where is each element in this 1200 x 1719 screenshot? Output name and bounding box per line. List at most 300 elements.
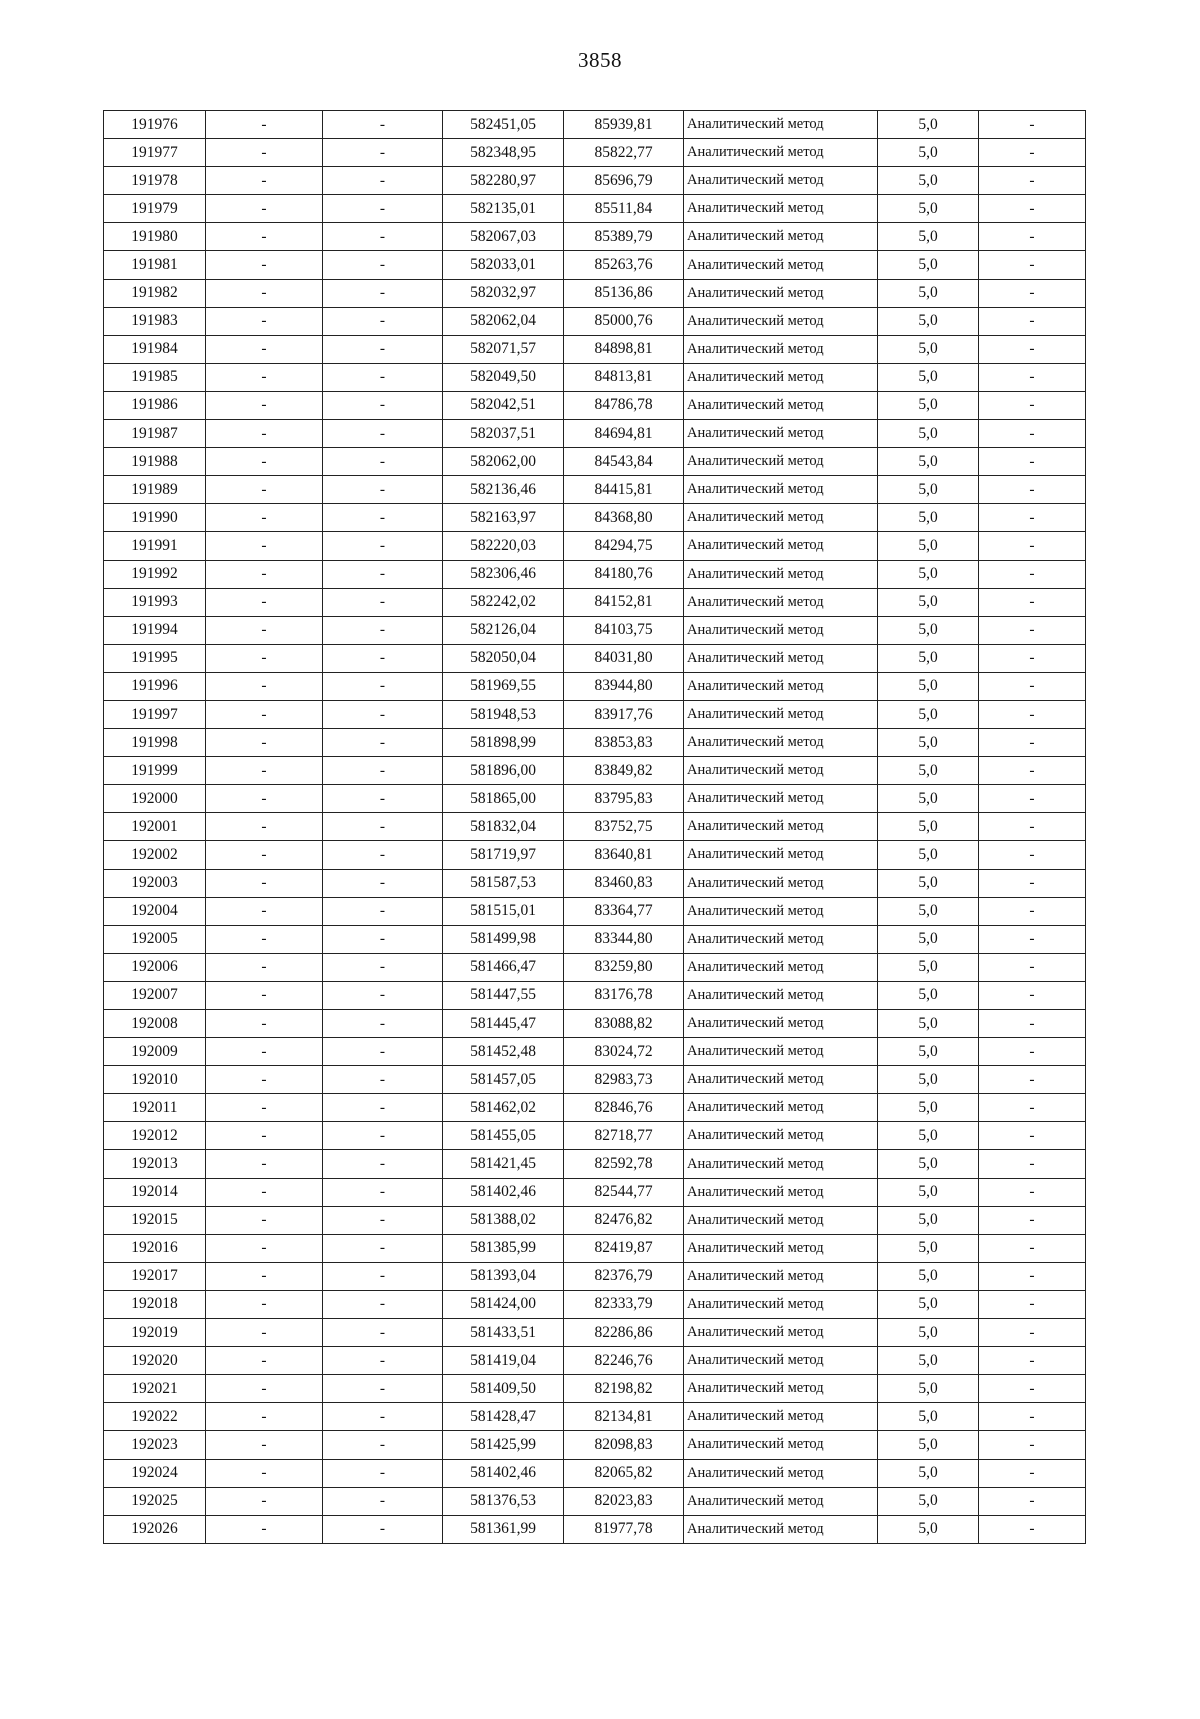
point-number-cell: 192018 [104, 1290, 206, 1318]
empty-cell-3: - [979, 363, 1086, 391]
table-row [104, 1122, 1086, 1150]
point-number-cell: 191978 [104, 167, 206, 195]
method-cell: Аналитический метод [684, 672, 878, 700]
y-coordinate-cell: 82023,83 [564, 1487, 684, 1515]
point-number-cell: 192014 [104, 1178, 206, 1206]
x-coordinate-cell: 582037,51 [443, 420, 564, 448]
empty-cell-1: - [206, 1403, 323, 1431]
point-number-cell: 192007 [104, 981, 206, 1009]
empty-cell-2: - [323, 1487, 443, 1515]
method-cell: Аналитический метод [684, 925, 878, 953]
empty-cell-3: - [979, 1262, 1086, 1290]
method-cell: Аналитический метод [684, 1375, 878, 1403]
x-coordinate-cell: 582032,97 [443, 279, 564, 307]
accuracy-cell: 5,0 [878, 420, 979, 448]
accuracy-cell: 5,0 [878, 476, 979, 504]
empty-cell-3: - [979, 1206, 1086, 1234]
point-number-cell: 192015 [104, 1206, 206, 1234]
point-number-cell: 192013 [104, 1150, 206, 1178]
y-coordinate-cell: 85939,81 [564, 111, 684, 139]
empty-cell-2: - [323, 1234, 443, 1262]
empty-cell-1: - [206, 813, 323, 841]
accuracy-cell: 5,0 [878, 307, 979, 335]
accuracy-cell: 5,0 [878, 1234, 979, 1262]
y-coordinate-cell: 83344,80 [564, 925, 684, 953]
y-coordinate-cell: 85822,77 [564, 139, 684, 167]
point-number-cell: 192016 [104, 1234, 206, 1262]
empty-cell-3: - [979, 1487, 1086, 1515]
table-row [104, 279, 1086, 307]
table-row [104, 757, 1086, 785]
table-row [104, 1487, 1086, 1515]
point-number-cell: 191988 [104, 448, 206, 476]
accuracy-cell: 5,0 [878, 785, 979, 813]
table-row [104, 925, 1086, 953]
x-coordinate-cell: 582451,05 [443, 111, 564, 139]
point-number-cell: 192004 [104, 897, 206, 925]
accuracy-cell: 5,0 [878, 1459, 979, 1487]
y-coordinate-cell: 84813,81 [564, 363, 684, 391]
empty-cell-3: - [979, 560, 1086, 588]
y-coordinate-cell: 83460,83 [564, 869, 684, 897]
table-row [104, 504, 1086, 532]
empty-cell-3: - [979, 925, 1086, 953]
method-cell: Аналитический метод [684, 335, 878, 363]
x-coordinate-cell: 582062,00 [443, 448, 564, 476]
point-number-cell: 192010 [104, 1066, 206, 1094]
point-number-cell: 191992 [104, 560, 206, 588]
point-number-cell: 191980 [104, 223, 206, 251]
table-row [104, 1150, 1086, 1178]
empty-cell-1: - [206, 1066, 323, 1094]
accuracy-cell: 5,0 [878, 363, 979, 391]
empty-cell-3: - [979, 307, 1086, 335]
x-coordinate-cell: 581719,97 [443, 841, 564, 869]
accuracy-cell: 5,0 [878, 588, 979, 616]
empty-cell-2: - [323, 307, 443, 335]
accuracy-cell: 5,0 [878, 167, 979, 195]
y-coordinate-cell: 82134,81 [564, 1403, 684, 1431]
empty-cell-2: - [323, 841, 443, 869]
empty-cell-1: - [206, 363, 323, 391]
empty-cell-2: - [323, 391, 443, 419]
x-coordinate-cell: 581832,04 [443, 813, 564, 841]
method-cell: Аналитический метод [684, 448, 878, 476]
point-number-cell: 191994 [104, 616, 206, 644]
table-row [104, 223, 1086, 251]
empty-cell-1: - [206, 1262, 323, 1290]
accuracy-cell: 5,0 [878, 532, 979, 560]
method-cell: Аналитический метод [684, 1515, 878, 1543]
point-number-cell: 192022 [104, 1403, 206, 1431]
y-coordinate-cell: 83259,80 [564, 953, 684, 981]
y-coordinate-cell: 82718,77 [564, 1122, 684, 1150]
empty-cell-3: - [979, 391, 1086, 419]
method-cell: Аналитический метод [684, 700, 878, 728]
method-cell: Аналитический метод [684, 953, 878, 981]
x-coordinate-cell: 582135,01 [443, 195, 564, 223]
method-cell: Аналитический метод [684, 1066, 878, 1094]
empty-cell-1: - [206, 1038, 323, 1066]
method-cell: Аналитический метод [684, 111, 878, 139]
x-coordinate-cell: 581457,05 [443, 1066, 564, 1094]
method-cell: Аналитический метод [684, 1319, 878, 1347]
empty-cell-3: - [979, 1178, 1086, 1206]
empty-cell-3: - [979, 1066, 1086, 1094]
x-coordinate-cell: 582049,50 [443, 363, 564, 391]
empty-cell-1: - [206, 1319, 323, 1347]
accuracy-cell: 5,0 [878, 223, 979, 251]
y-coordinate-cell: 83640,81 [564, 841, 684, 869]
y-coordinate-cell: 84031,80 [564, 644, 684, 672]
y-coordinate-cell: 82419,87 [564, 1234, 684, 1262]
y-coordinate-cell: 83944,80 [564, 672, 684, 700]
y-coordinate-cell: 84294,75 [564, 532, 684, 560]
empty-cell-2: - [323, 953, 443, 981]
y-coordinate-cell: 83364,77 [564, 897, 684, 925]
x-coordinate-cell: 581865,00 [443, 785, 564, 813]
accuracy-cell: 5,0 [878, 139, 979, 167]
accuracy-cell: 5,0 [878, 981, 979, 1009]
empty-cell-1: - [206, 223, 323, 251]
x-coordinate-cell: 581499,98 [443, 925, 564, 953]
empty-cell-3: - [979, 1038, 1086, 1066]
point-number-cell: 192020 [104, 1347, 206, 1375]
empty-cell-2: - [323, 785, 443, 813]
empty-cell-3: - [979, 672, 1086, 700]
table-row [104, 448, 1086, 476]
x-coordinate-cell: 582033,01 [443, 251, 564, 279]
point-number-cell: 192021 [104, 1375, 206, 1403]
table-row [104, 420, 1086, 448]
accuracy-cell: 5,0 [878, 953, 979, 981]
accuracy-cell: 5,0 [878, 1122, 979, 1150]
y-coordinate-cell: 84543,84 [564, 448, 684, 476]
empty-cell-1: - [206, 1150, 323, 1178]
empty-cell-1: - [206, 1122, 323, 1150]
table-row [104, 1206, 1086, 1234]
accuracy-cell: 5,0 [878, 1515, 979, 1543]
x-coordinate-cell: 581425,99 [443, 1431, 564, 1459]
method-cell: Аналитический метод [684, 1010, 878, 1038]
table-row [104, 1431, 1086, 1459]
empty-cell-2: - [323, 1515, 443, 1543]
x-coordinate-cell: 581587,53 [443, 869, 564, 897]
table-row [104, 1234, 1086, 1262]
empty-cell-3: - [979, 729, 1086, 757]
table-row [104, 616, 1086, 644]
empty-cell-1: - [206, 729, 323, 757]
empty-cell-3: - [979, 1094, 1086, 1122]
y-coordinate-cell: 85000,76 [564, 307, 684, 335]
empty-cell-1: - [206, 1178, 323, 1206]
point-number-cell: 192005 [104, 925, 206, 953]
point-number-cell: 192009 [104, 1038, 206, 1066]
x-coordinate-cell: 582050,04 [443, 644, 564, 672]
empty-cell-3: - [979, 1347, 1086, 1375]
empty-cell-2: - [323, 981, 443, 1009]
x-coordinate-cell: 582280,97 [443, 167, 564, 195]
empty-cell-3: - [979, 785, 1086, 813]
empty-cell-1: - [206, 897, 323, 925]
method-cell: Аналитический метод [684, 1178, 878, 1206]
y-coordinate-cell: 82246,76 [564, 1347, 684, 1375]
empty-cell-2: - [323, 139, 443, 167]
empty-cell-1: - [206, 1347, 323, 1375]
empty-cell-3: - [979, 897, 1086, 925]
x-coordinate-cell: 581466,47 [443, 953, 564, 981]
x-coordinate-cell: 581424,00 [443, 1290, 564, 1318]
method-cell: Аналитический метод [684, 1431, 878, 1459]
accuracy-cell: 5,0 [878, 813, 979, 841]
empty-cell-1: - [206, 1234, 323, 1262]
empty-cell-3: - [979, 757, 1086, 785]
empty-cell-3: - [979, 953, 1086, 981]
x-coordinate-cell: 581969,55 [443, 672, 564, 700]
empty-cell-1: - [206, 672, 323, 700]
x-coordinate-cell: 581948,53 [443, 700, 564, 728]
empty-cell-1: - [206, 279, 323, 307]
empty-cell-1: - [206, 111, 323, 139]
table-row [104, 1459, 1086, 1487]
empty-cell-1: - [206, 195, 323, 223]
y-coordinate-cell: 83853,83 [564, 729, 684, 757]
x-coordinate-cell: 581455,05 [443, 1122, 564, 1150]
x-coordinate-cell: 582163,97 [443, 504, 564, 532]
empty-cell-3: - [979, 1150, 1086, 1178]
empty-cell-2: - [323, 897, 443, 925]
empty-cell-1: - [206, 644, 323, 672]
empty-cell-2: - [323, 1347, 443, 1375]
method-cell: Аналитический метод [684, 363, 878, 391]
accuracy-cell: 5,0 [878, 1150, 979, 1178]
accuracy-cell: 5,0 [878, 1431, 979, 1459]
point-number-cell: 191981 [104, 251, 206, 279]
point-number-cell: 191977 [104, 139, 206, 167]
table-row [104, 869, 1086, 897]
empty-cell-3: - [979, 1515, 1086, 1543]
x-coordinate-cell: 581452,48 [443, 1038, 564, 1066]
point-number-cell: 192002 [104, 841, 206, 869]
point-number-cell: 191989 [104, 476, 206, 504]
accuracy-cell: 5,0 [878, 1487, 979, 1515]
empty-cell-3: - [979, 981, 1086, 1009]
table-row [104, 476, 1086, 504]
y-coordinate-cell: 82376,79 [564, 1262, 684, 1290]
empty-cell-3: - [979, 223, 1086, 251]
method-cell: Аналитический метод [684, 1403, 878, 1431]
empty-cell-3: - [979, 813, 1086, 841]
point-number-cell: 191996 [104, 672, 206, 700]
accuracy-cell: 5,0 [878, 1290, 979, 1318]
empty-cell-3: - [979, 532, 1086, 560]
page-number: 3858 [578, 48, 622, 72]
method-cell: Аналитический метод [684, 1234, 878, 1262]
method-cell: Аналитический метод [684, 588, 878, 616]
empty-cell-3: - [979, 1375, 1086, 1403]
y-coordinate-cell: 85511,84 [564, 195, 684, 223]
empty-cell-2: - [323, 420, 443, 448]
point-number-cell: 191985 [104, 363, 206, 391]
empty-cell-3: - [979, 1431, 1086, 1459]
accuracy-cell: 5,0 [878, 195, 979, 223]
accuracy-cell: 5,0 [878, 504, 979, 532]
empty-cell-3: - [979, 1122, 1086, 1150]
y-coordinate-cell: 83088,82 [564, 1010, 684, 1038]
accuracy-cell: 5,0 [878, 391, 979, 419]
point-number-cell: 191998 [104, 729, 206, 757]
accuracy-cell: 5,0 [878, 700, 979, 728]
empty-cell-2: - [323, 167, 443, 195]
empty-cell-3: - [979, 1403, 1086, 1431]
accuracy-cell: 5,0 [878, 1038, 979, 1066]
table-row [104, 1178, 1086, 1206]
table-row [104, 1375, 1086, 1403]
table-row [104, 1066, 1086, 1094]
point-number-cell: 191993 [104, 588, 206, 616]
table-row [104, 1347, 1086, 1375]
x-coordinate-cell: 582042,51 [443, 391, 564, 419]
y-coordinate-cell: 82983,73 [564, 1066, 684, 1094]
y-coordinate-cell: 84368,80 [564, 504, 684, 532]
y-coordinate-cell: 84694,81 [564, 420, 684, 448]
x-coordinate-cell: 581515,01 [443, 897, 564, 925]
x-coordinate-cell: 581896,00 [443, 757, 564, 785]
point-number-cell: 192023 [104, 1431, 206, 1459]
empty-cell-3: - [979, 1319, 1086, 1347]
accuracy-cell: 5,0 [878, 1347, 979, 1375]
y-coordinate-cell: 82286,86 [564, 1319, 684, 1347]
table-row [104, 195, 1086, 223]
method-cell: Аналитический метод [684, 139, 878, 167]
empty-cell-1: - [206, 588, 323, 616]
method-cell: Аналитический метод [684, 307, 878, 335]
x-coordinate-cell: 581385,99 [443, 1234, 564, 1262]
y-coordinate-cell: 82846,76 [564, 1094, 684, 1122]
table-row [104, 167, 1086, 195]
method-cell: Аналитический метод [684, 897, 878, 925]
method-cell: Аналитический метод [684, 1094, 878, 1122]
empty-cell-3: - [979, 335, 1086, 363]
method-cell: Аналитический метод [684, 167, 878, 195]
empty-cell-2: - [323, 532, 443, 560]
empty-cell-2: - [323, 1038, 443, 1066]
x-coordinate-cell: 581421,45 [443, 1150, 564, 1178]
empty-cell-1: - [206, 420, 323, 448]
empty-cell-1: - [206, 251, 323, 279]
point-number-cell: 192006 [104, 953, 206, 981]
empty-cell-2: - [323, 111, 443, 139]
table-row [104, 335, 1086, 363]
table-row [104, 672, 1086, 700]
x-coordinate-cell: 582062,04 [443, 307, 564, 335]
table-row [104, 1319, 1086, 1347]
empty-cell-3: - [979, 1234, 1086, 1262]
y-coordinate-cell: 85389,79 [564, 223, 684, 251]
empty-cell-1: - [206, 504, 323, 532]
x-coordinate-cell: 581462,02 [443, 1094, 564, 1122]
point-number-cell: 192017 [104, 1262, 206, 1290]
method-cell: Аналитический метод [684, 223, 878, 251]
empty-cell-2: - [323, 1290, 443, 1318]
table-row [104, 363, 1086, 391]
x-coordinate-cell: 582071,57 [443, 335, 564, 363]
y-coordinate-cell: 81977,78 [564, 1515, 684, 1543]
point-number-cell: 192008 [104, 1010, 206, 1038]
table-row [104, 1403, 1086, 1431]
empty-cell-2: - [323, 813, 443, 841]
empty-cell-1: - [206, 841, 323, 869]
empty-cell-2: - [323, 588, 443, 616]
table-row [104, 1038, 1086, 1066]
empty-cell-2: - [323, 448, 443, 476]
x-coordinate-cell: 581402,46 [443, 1459, 564, 1487]
x-coordinate-cell: 581402,46 [443, 1178, 564, 1206]
point-number-cell: 191986 [104, 391, 206, 419]
method-cell: Аналитический метод [684, 504, 878, 532]
table-row [104, 785, 1086, 813]
point-number-cell: 191995 [104, 644, 206, 672]
coordinates-table [103, 110, 1086, 1544]
y-coordinate-cell: 85263,76 [564, 251, 684, 279]
point-number-cell: 191979 [104, 195, 206, 223]
point-number-cell: 191984 [104, 335, 206, 363]
empty-cell-1: - [206, 307, 323, 335]
method-cell: Аналитический метод [684, 813, 878, 841]
empty-cell-1: - [206, 560, 323, 588]
x-coordinate-cell: 581445,47 [443, 1010, 564, 1038]
method-cell: Аналитический метод [684, 757, 878, 785]
empty-cell-1: - [206, 785, 323, 813]
empty-cell-2: - [323, 616, 443, 644]
y-coordinate-cell: 84415,81 [564, 476, 684, 504]
accuracy-cell: 5,0 [878, 1403, 979, 1431]
empty-cell-2: - [323, 1262, 443, 1290]
empty-cell-1: - [206, 532, 323, 560]
method-cell: Аналитический метод [684, 981, 878, 1009]
method-cell: Аналитический метод [684, 841, 878, 869]
point-number-cell: 191999 [104, 757, 206, 785]
empty-cell-3: - [979, 251, 1086, 279]
method-cell: Аналитический метод [684, 616, 878, 644]
empty-cell-2: - [323, 869, 443, 897]
empty-cell-2: - [323, 757, 443, 785]
empty-cell-2: - [323, 1094, 443, 1122]
x-coordinate-cell: 581419,04 [443, 1347, 564, 1375]
table-row [104, 1290, 1086, 1318]
method-cell: Аналитический метод [684, 1122, 878, 1150]
empty-cell-3: - [979, 869, 1086, 897]
table-row [104, 1515, 1086, 1543]
empty-cell-2: - [323, 560, 443, 588]
method-cell: Аналитический метод [684, 1206, 878, 1234]
method-cell: Аналитический метод [684, 1347, 878, 1375]
table-row [104, 1094, 1086, 1122]
point-number-cell: 191982 [104, 279, 206, 307]
empty-cell-2: - [323, 335, 443, 363]
table-row [104, 813, 1086, 841]
table-row [104, 644, 1086, 672]
x-coordinate-cell: 581428,47 [443, 1403, 564, 1431]
empty-cell-1: - [206, 167, 323, 195]
point-number-cell: 191997 [104, 700, 206, 728]
accuracy-cell: 5,0 [878, 672, 979, 700]
x-coordinate-cell: 581409,50 [443, 1375, 564, 1403]
empty-cell-1: - [206, 700, 323, 728]
empty-cell-3: - [979, 476, 1086, 504]
method-cell: Аналитический метод [684, 1290, 878, 1318]
empty-cell-1: - [206, 391, 323, 419]
